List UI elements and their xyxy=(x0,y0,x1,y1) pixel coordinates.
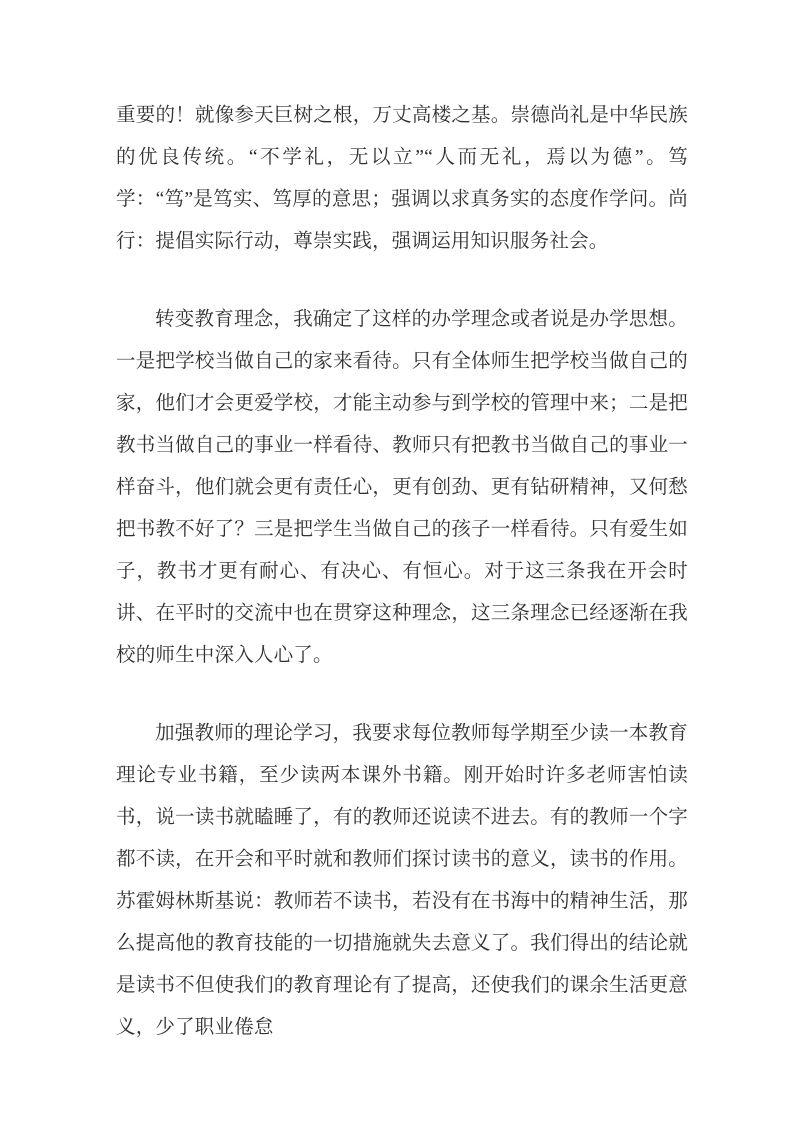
paragraph-1: 重要的！就像参天巨树之根，万丈高楼之基。崇德尚礼是中华民族的优良传统。“不学礼，无以立”“人而无礼，焉以为德”。笃学：“笃”是笃实、笃厚的意思；强调以求真务实的态度作学问。尚行：提倡实际行动，尊崇实践，强调运用知识服务社会。 xyxy=(116,105,688,252)
paragraph-2: 转变教育理念，我确定了这样的办学理念或者说是办学思想。一是把学校当做自己的家来看待。只有全体师生把学校当做自己的家，他们才会更爱学校，才能主动参与到学校的管理中来；二是把教书当做自己的事业一样看待、教师只有把教书当做自己的事业一样奋斗，他们就会更有责任心，更有创劲、更有钻研精神，又何愁把书教不好了？三是把学生当做自己的孩子一样看待。只有爱生如子，教书才更有耐心、有决心、有恒心。对于这三条我在开会时讲、在平时的交流中也在贯穿这种理念，这三条理念已经逐渐在我校的师生中深入人心了。 xyxy=(116,309,688,666)
document-text-block xyxy=(116,95,688,1085)
paragraph-3: 加强教师的理论学习，我要求每位教师每学期至少读一本教育理论专业书籍，至少读两本课外书籍。刚开始时许多老师害怕读书，说一读书就瞌睡了，有的教师还说读不进去。有的教师一个字都不读，在开会和平时就和教师们探讨读书的意义，读书的作用。苏霍姆林斯基说：教师若不读书，若没有在书海中的精神生活，那么提高他的教育技能的一切措施就失去意义了。我们得出的结论就是读书不但使我们的教育理论有了提高，还使我们的课余生活更意义，少了职业倦怠 xyxy=(116,723,688,1038)
